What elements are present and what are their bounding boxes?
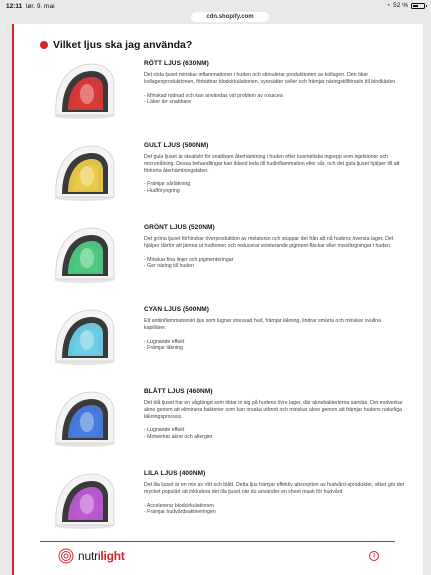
light-item-description: Det blå ljuset har en våglängd som riktar in sig på hudens övre lager, där aknebakterierna samlas. Det motverkar akne genom att eliminera bakterier som kan orsaka utbrott och minskar akne genom att främjar hudens naturliga läkningsprocess. [144,400,403,420]
light-item-benefits [144,503,404,517]
page-title: Vilket ljus ska jag använda? [53,39,193,51]
light-item-text [144,224,404,270]
light-item-description: Det röda ljuset minskar inflammationer i huden och stimulerar produktionen av kollagen. Den ökar kollagenproduktionen, förbättrar blodcirkulationen, syresätter celler och främjar näringstillförseln till blodkärlen. [144,72,397,85]
benefit-line: - Lugnande effekt [144,427,185,434]
benefit-line: - Främjar sårläkning [144,181,191,188]
led-mask-device-icon [52,142,116,202]
nutrilight-logo [58,548,125,564]
battery-percent: 52 % [393,2,408,9]
benefit-line: - Accelererar blodcirkulationen [144,502,214,509]
led-mask-device-icon [52,224,116,284]
benefit-line: - Främjar hudvårdsaktiveringen [144,509,216,516]
page-heading [40,39,192,51]
light-item-description: Det lila ljuset är en mix av rött och blått. Detta ljus främjar effektiv absorption av hudvård-sprodukter, vilket gör det mycket populärt att inkludera det lila ljuset när du använder en sheet mask för hudvård. [144,482,404,495]
light-item-name: GRÖNT LJUS (520NM) [144,224,215,231]
light-item [42,306,402,376]
light-item-text [144,306,404,352]
status-date: lør. 9. mai [26,3,55,10]
light-item-name: BLÅTT LJUS (460NM) [144,388,213,395]
light-item [42,142,402,212]
benefit-line: - Lugnande effekt [144,338,185,345]
benefit-line: - Hudföryngring [144,188,180,195]
footer-divider [40,541,395,542]
red-dot-icon [40,41,48,49]
light-item [42,388,402,458]
light-item [42,60,402,130]
benefit-line: - Främjar läkning [144,345,183,352]
status-time: 12:11 [6,3,23,10]
light-item [42,470,402,540]
light-item-name: CYAN LJUS (500NM) [144,306,210,313]
light-item-text [144,470,404,516]
light-item-description: Det gula ljuset är idealiskt för snabbare återhämtning i huden efter kosmetiska ingrepp som injektioner och micronålning. Dessa behandlingar kan ibland leda till hudinflammation eller sår, och det gula ljuset hjälper till att förkorta återhämtningstiden. [144,154,400,174]
light-item-name: RÖTT LJUS (630NM) [144,60,209,67]
logo-mark-icon [58,548,74,564]
light-item-description: Det gröna ljuset förhindrar överproduktion av melatonin och stoppar det från att nå hudens översta lager. Det hjälper därför att jämna ut hudtonen och reducerar existerande pigment-fläckar eller missfärgningar i huden. [144,236,394,249]
red-margin-line [12,24,14,575]
light-item-benefits [144,181,404,195]
document-page [12,24,423,575]
logo-text-nutri: nutri [78,549,101,563]
benefit-line: - Motverkar akne och allergier [144,434,213,441]
led-mask-device-icon [52,306,116,366]
logo-text-light: light [100,549,125,563]
light-item-text [144,388,404,441]
light-item [42,224,402,294]
light-item-text [144,60,404,106]
light-item-benefits [144,427,404,441]
light-item-name: LILA LJUS (400NM) [144,470,206,477]
led-mask-device-icon [52,470,116,530]
light-item-benefits [144,93,404,107]
light-item-description: Ett antiinflammatoriskt ljus som lugnar stressad hud, främjar läkning, lindrar smärta och minskar svullna kapillärer. [144,318,381,331]
benefit-line: - Minskar fina linjer och pigmenteringar [144,256,234,263]
logo-text [78,549,125,563]
led-mask-device-icon [52,388,116,448]
led-mask-device-icon [52,60,116,120]
benefit-line: - Läker ärr snabbare [144,99,191,106]
page-number: 3 [369,551,379,561]
light-item-name: GULT LJUS (590NM) [144,142,209,149]
benefit-line: - Ger näring till huden [144,263,194,270]
url-bar[interactable]: cdn.shopify.com [191,12,269,22]
wifi-icon: ◔ [386,2,391,9]
status-bar [0,0,431,12]
light-item-text [144,142,404,195]
benefit-line: - Minskad rodnad och kan användas vid problem av rosacea [144,92,283,99]
light-item-benefits [144,339,404,353]
light-item-benefits [144,257,404,271]
status-right [387,2,425,9]
battery-icon [411,3,425,9]
